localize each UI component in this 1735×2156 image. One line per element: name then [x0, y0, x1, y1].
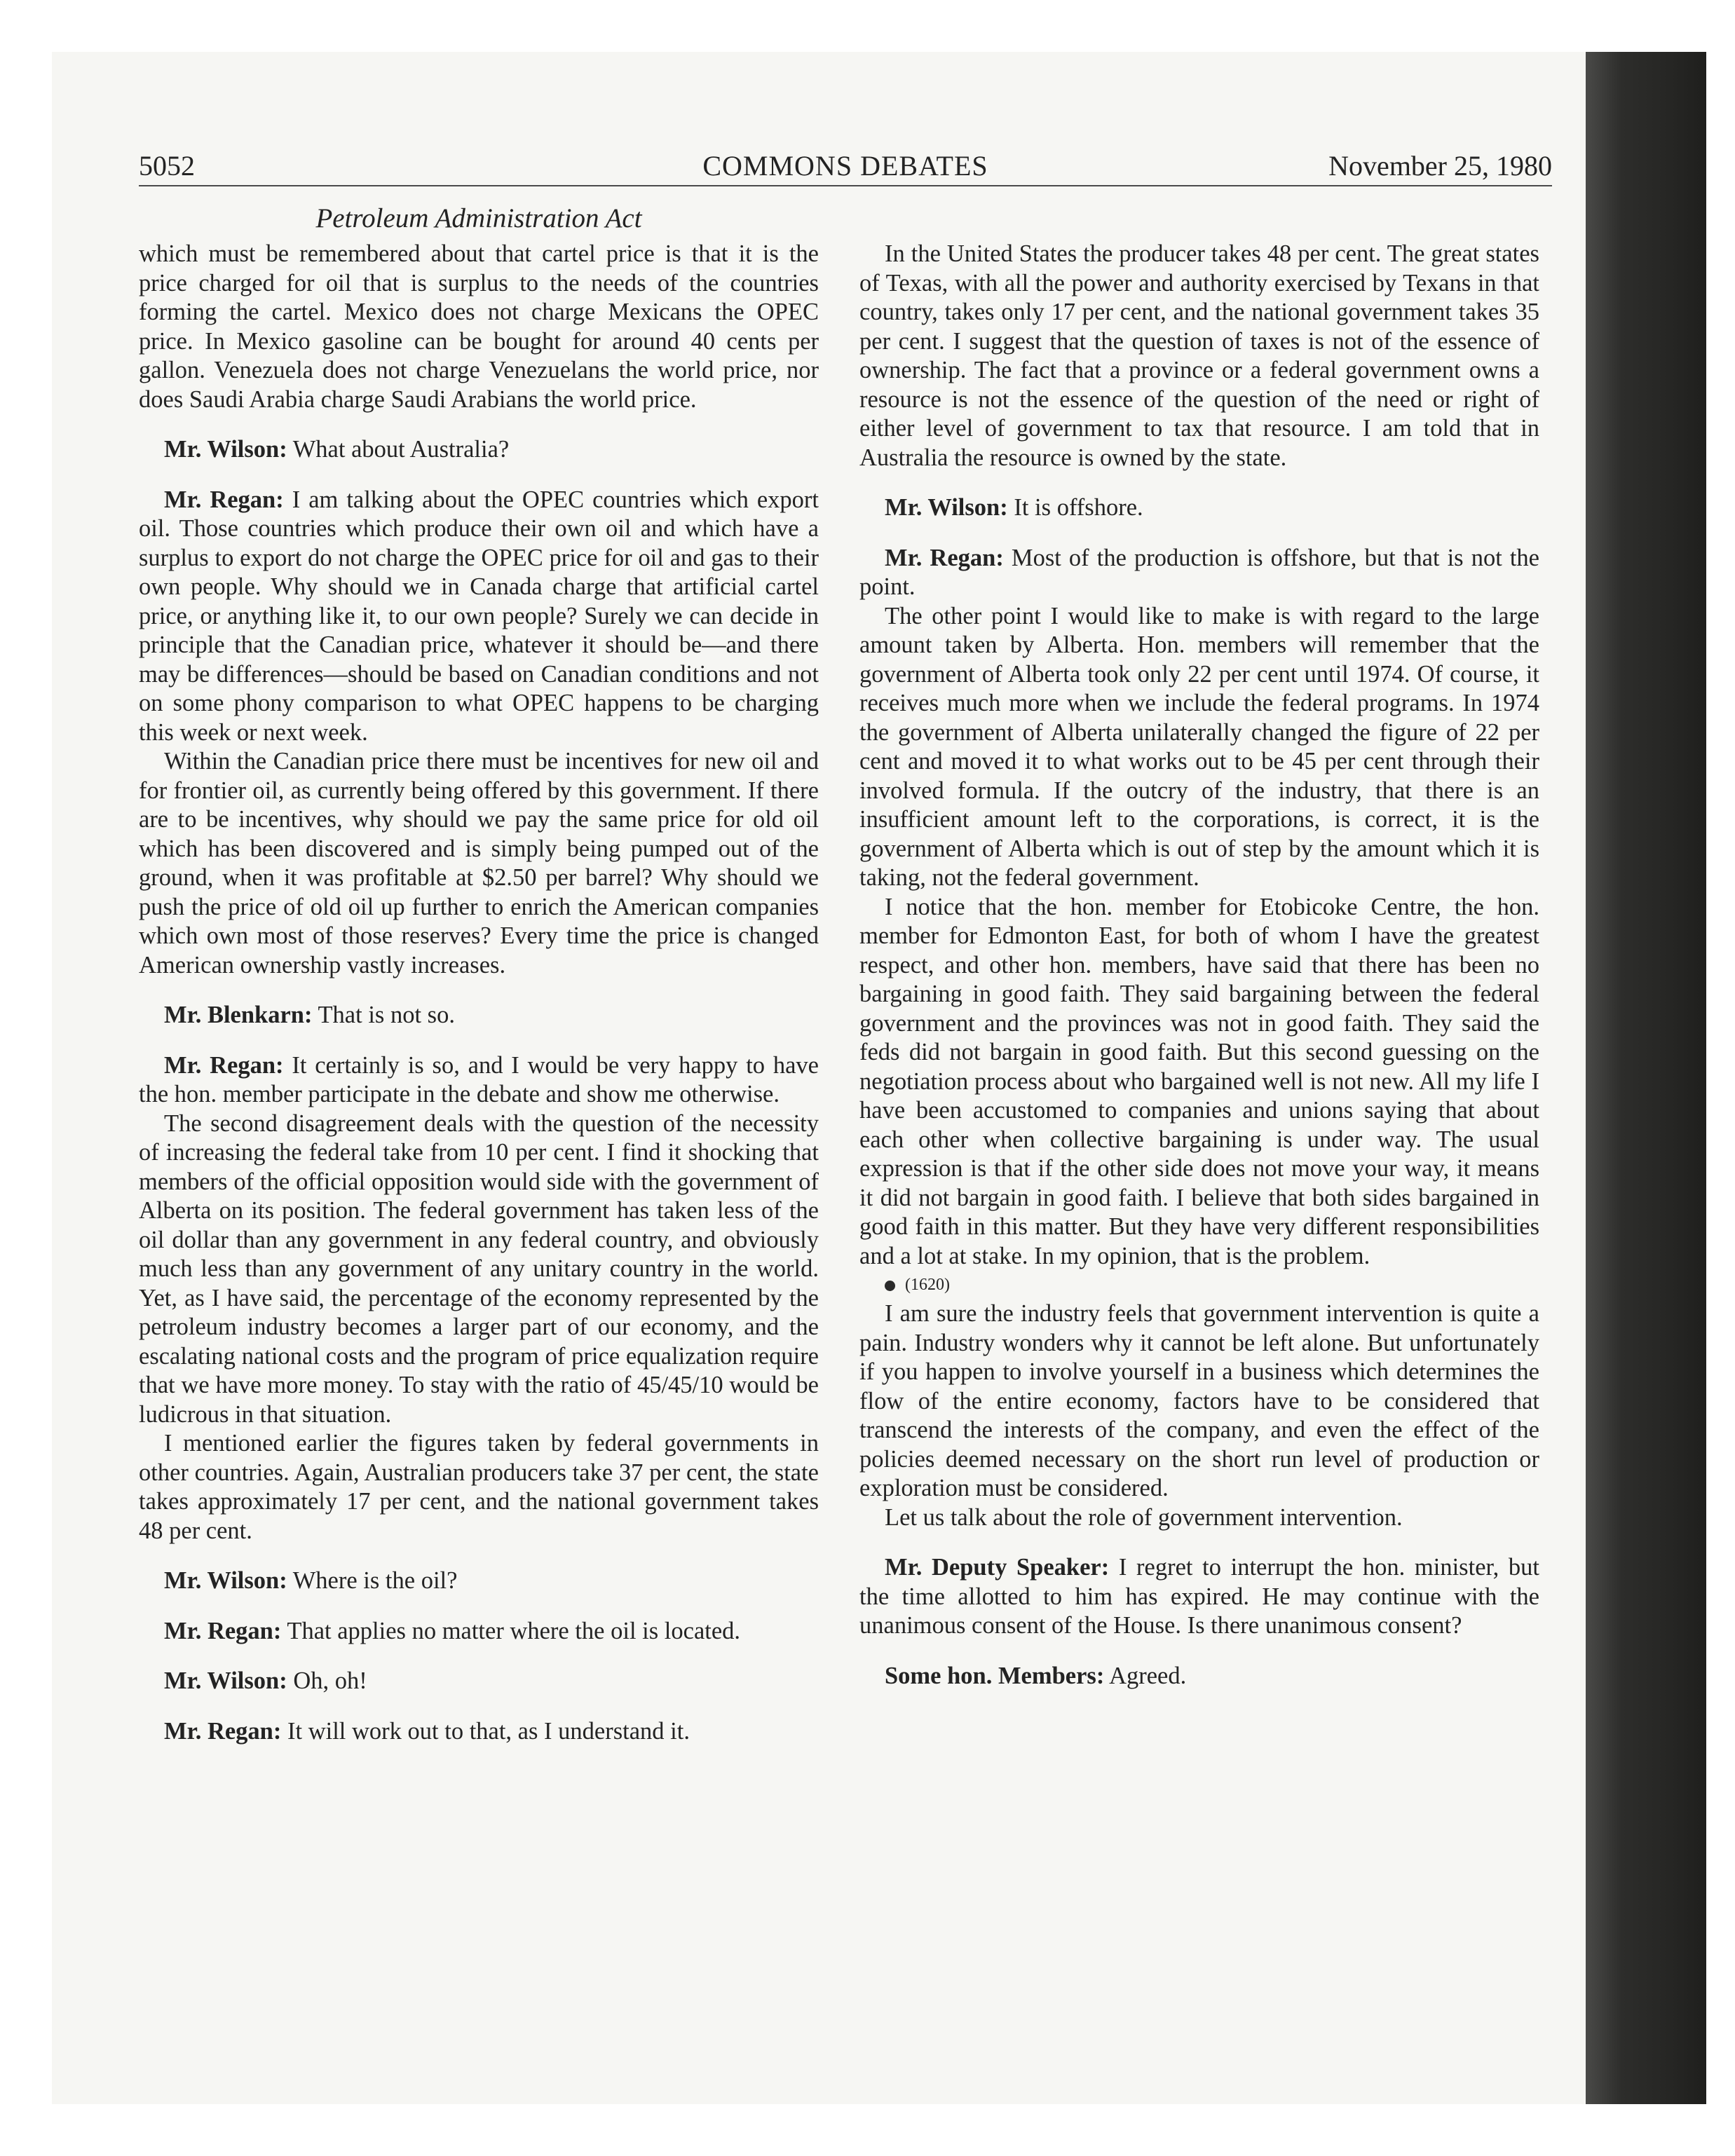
speech — [139, 435, 819, 465]
speaker-name: Mr. Regan: — [164, 1717, 282, 1745]
paragraph: I notice that the hon. member for Etobicoke Centre, the hon. member for Edmonton East, for both of whom I have the greatest respect, and other hon. members, have said that there has been no bargaining in good faith. They said bargaining between the federal government and the provinces was not in good faith. They said the feds did not bargain in good faith. But this second guessing on the negotiation process about who bargained well is not new. All my life I have been accustomed to companies and unions saying that about each other when collective bargaining is under way. The usual expression is that if the other side does not move your way, it means it did not bargain in good faith. I believe that both sides bargained in good faith in this matter. But they have very different responsibilities and a lot at stake. In my opinion, that is the problem. — [859, 893, 1539, 1269]
speech-text: It is offshore. — [1007, 494, 1143, 521]
paragraph: I mentioned earlier the figures taken by federal governments in other countries. Again, Australian producers take 37 per cent, the state takes approximately 17 per cent, and the national government takes 48 per cent. — [139, 1430, 819, 1544]
section-heading: Petroleum Administration Act — [315, 203, 642, 233]
page-number: 5052 — [139, 150, 195, 182]
speech-text: It certainly is so, and I would be very happy to have the hon. member participate in the debate and show me otherwise. — [139, 1051, 819, 1107]
paragraph: In the United States the producer takes 48 per cent. The great states of Texas, with all the power and authority exercised by Texans in that country, takes only 17 per cent, and the national government takes 35 per cent. I suggest that the question of taxes is not of the essence of ownership. The fact that a province or a federal government owns a resource is not the essence of the question of the need or right of either level of government to tax that resource. I am told that in Australia the resource is owned by the state. — [859, 240, 1539, 471]
speech-text: I am talking about the OPEC countries which export oil. Those countries which produce their own oil and which have a surplus to export do not charge the OPEC price for oil and gas to their own people. Why should we in Canada charge that artificial cartel price, or anything like it, to our own people? Surely we can decide in principle that the Canadian price, whatever it should be—and there may be differences—should be based on Canadian conditions and not on some phony comparison to what OPEC happens to be charging this week or next week. — [139, 486, 819, 746]
page-binding-edge — [1586, 52, 1706, 2104]
speech-text: Agreed. — [1104, 1662, 1187, 1689]
speaker-name: Mr. Blenkarn: — [164, 1002, 313, 1028]
publication-title: COMMONS DEBATES — [702, 150, 988, 182]
publication-date: November 25, 1980 — [1328, 150, 1552, 182]
speech-text: What about Australia? — [287, 436, 510, 463]
speech-text: It will work out to that, as I understand it. — [281, 1717, 690, 1745]
speaker-name: Mr. Wilson: — [885, 494, 1008, 521]
paragraph: Let us talk about the role of government intervention. — [885, 1503, 1403, 1531]
bullet-icon — [885, 1281, 895, 1291]
right-column — [859, 240, 1539, 1691]
speech — [139, 1717, 819, 1747]
speech — [859, 493, 1539, 523]
speech — [859, 1662, 1539, 1691]
speaker-name: Mr. Regan: — [885, 544, 1004, 571]
speech — [139, 1051, 819, 1110]
speech-text: That applies no matter where the oil is located. — [281, 1617, 741, 1644]
speech-text: That is not so. — [312, 1002, 455, 1028]
speech-text: Oh, oh! — [287, 1667, 367, 1694]
time-marker — [859, 1271, 1539, 1299]
speaker-name: Mr. Deputy Speaker: — [885, 1554, 1110, 1581]
speech-text: Where is the oil? — [287, 1567, 458, 1594]
speech-text: I regret to interrupt the hon. minister, but the time allotted to him has expired. He may continue with the unanimous consent of the House. Is there unanimous consent? — [859, 1554, 1539, 1639]
paragraph: The other point I would like to make is with regard to the large amount taken by Alberta. Hon. members will remember that the government of Alberta took only 22 per cent until 1974. Of course, it receives much more when we include the federal programs. In 1974 the government of Alberta unilaterally changed the figure of 22 per cent and moved it to what works out to be 45 per cent through their involved formula. If the outcry of the industry, that there is an insufficient amount left to the corporations, is correct, it is the government of Alberta which is out of step by the amount which it is taking, not the federal government. — [859, 602, 1539, 891]
paragraph: Within the Canadian price there must be incentives for new oil and for frontier oil, as currently being offered by this government. If there are to be incentives, why should we pay the same price for old oil which has been discovered and is simply being pumped out of the ground, when it was profitable at $2.50 per barrel? Why should we push the price of old oil up further to enrich the American companies which own most of those reserves? Every time the price is changed American ownership vastly increases. — [139, 748, 819, 978]
speaker-name: Mr. Wilson: — [164, 1567, 287, 1594]
speech — [139, 1617, 819, 1646]
speaker-name: Mr. Wilson: — [164, 436, 287, 463]
speech — [139, 1567, 819, 1596]
header-rule — [139, 185, 1552, 186]
speaker-name: Mr. Regan: — [164, 486, 284, 513]
speaker-name: Mr. Regan: — [164, 1617, 282, 1644]
speech — [859, 1553, 1539, 1641]
speech — [139, 486, 819, 748]
paragraph: which must be remembered about that cartel price is that it is the price charged for oil that is surplus to the needs of the countries forming the cartel. Mexico does not charge Mexicans the OPEC price. In Mexico gasoline can be bought for around 40 cents per gallon. Venezuela does not charge Venezuelans the world price, nor does Saudi Arabia charge Saudi Arabians the world price. — [139, 240, 819, 413]
speech — [859, 544, 1539, 602]
speaker-name: Mr. Regan: — [164, 1051, 284, 1079]
speaker-name: Mr. Wilson: — [164, 1667, 287, 1694]
left-column — [139, 240, 819, 1746]
speaker-name: Some hon. Members: — [885, 1662, 1105, 1689]
paragraph: I am sure the industry feels that government intervention is quite a pain. Industry wonders why it cannot be left alone. But unfortunately if you happen to involve yourself in a business which determines the flow of the entire economy, factors have to be considered that transcend the interests of the company, and even the effect of the policies deemed necessary on the short run level of production or exploration must be considered. — [859, 1300, 1539, 1501]
speech — [139, 1001, 819, 1030]
paragraph: The second disagreement deals with the question of the necessity of increasing the federal take from 10 per cent. I find it shocking that members of the official opposition would side with the government of Alberta on its position. The federal government has taken less of the oil dollar than any government in any federal country, and obviously much less than any government of any unitary country in the world. Yet, as I have said, the percentage of the economy represented by the petroleum industry becomes a larger part of our economy, and the escalating national costs and the program of price equalization require that we have more money. To stay with the ratio of 45/45/10 would be ludicrous in that situation. — [139, 1110, 819, 1428]
time-marker-text: (1620) — [905, 1276, 950, 1294]
speech-text: Most of the production is offshore, but that is not the point. — [859, 544, 1539, 600]
speech — [139, 1667, 819, 1696]
page-header — [139, 150, 1552, 182]
